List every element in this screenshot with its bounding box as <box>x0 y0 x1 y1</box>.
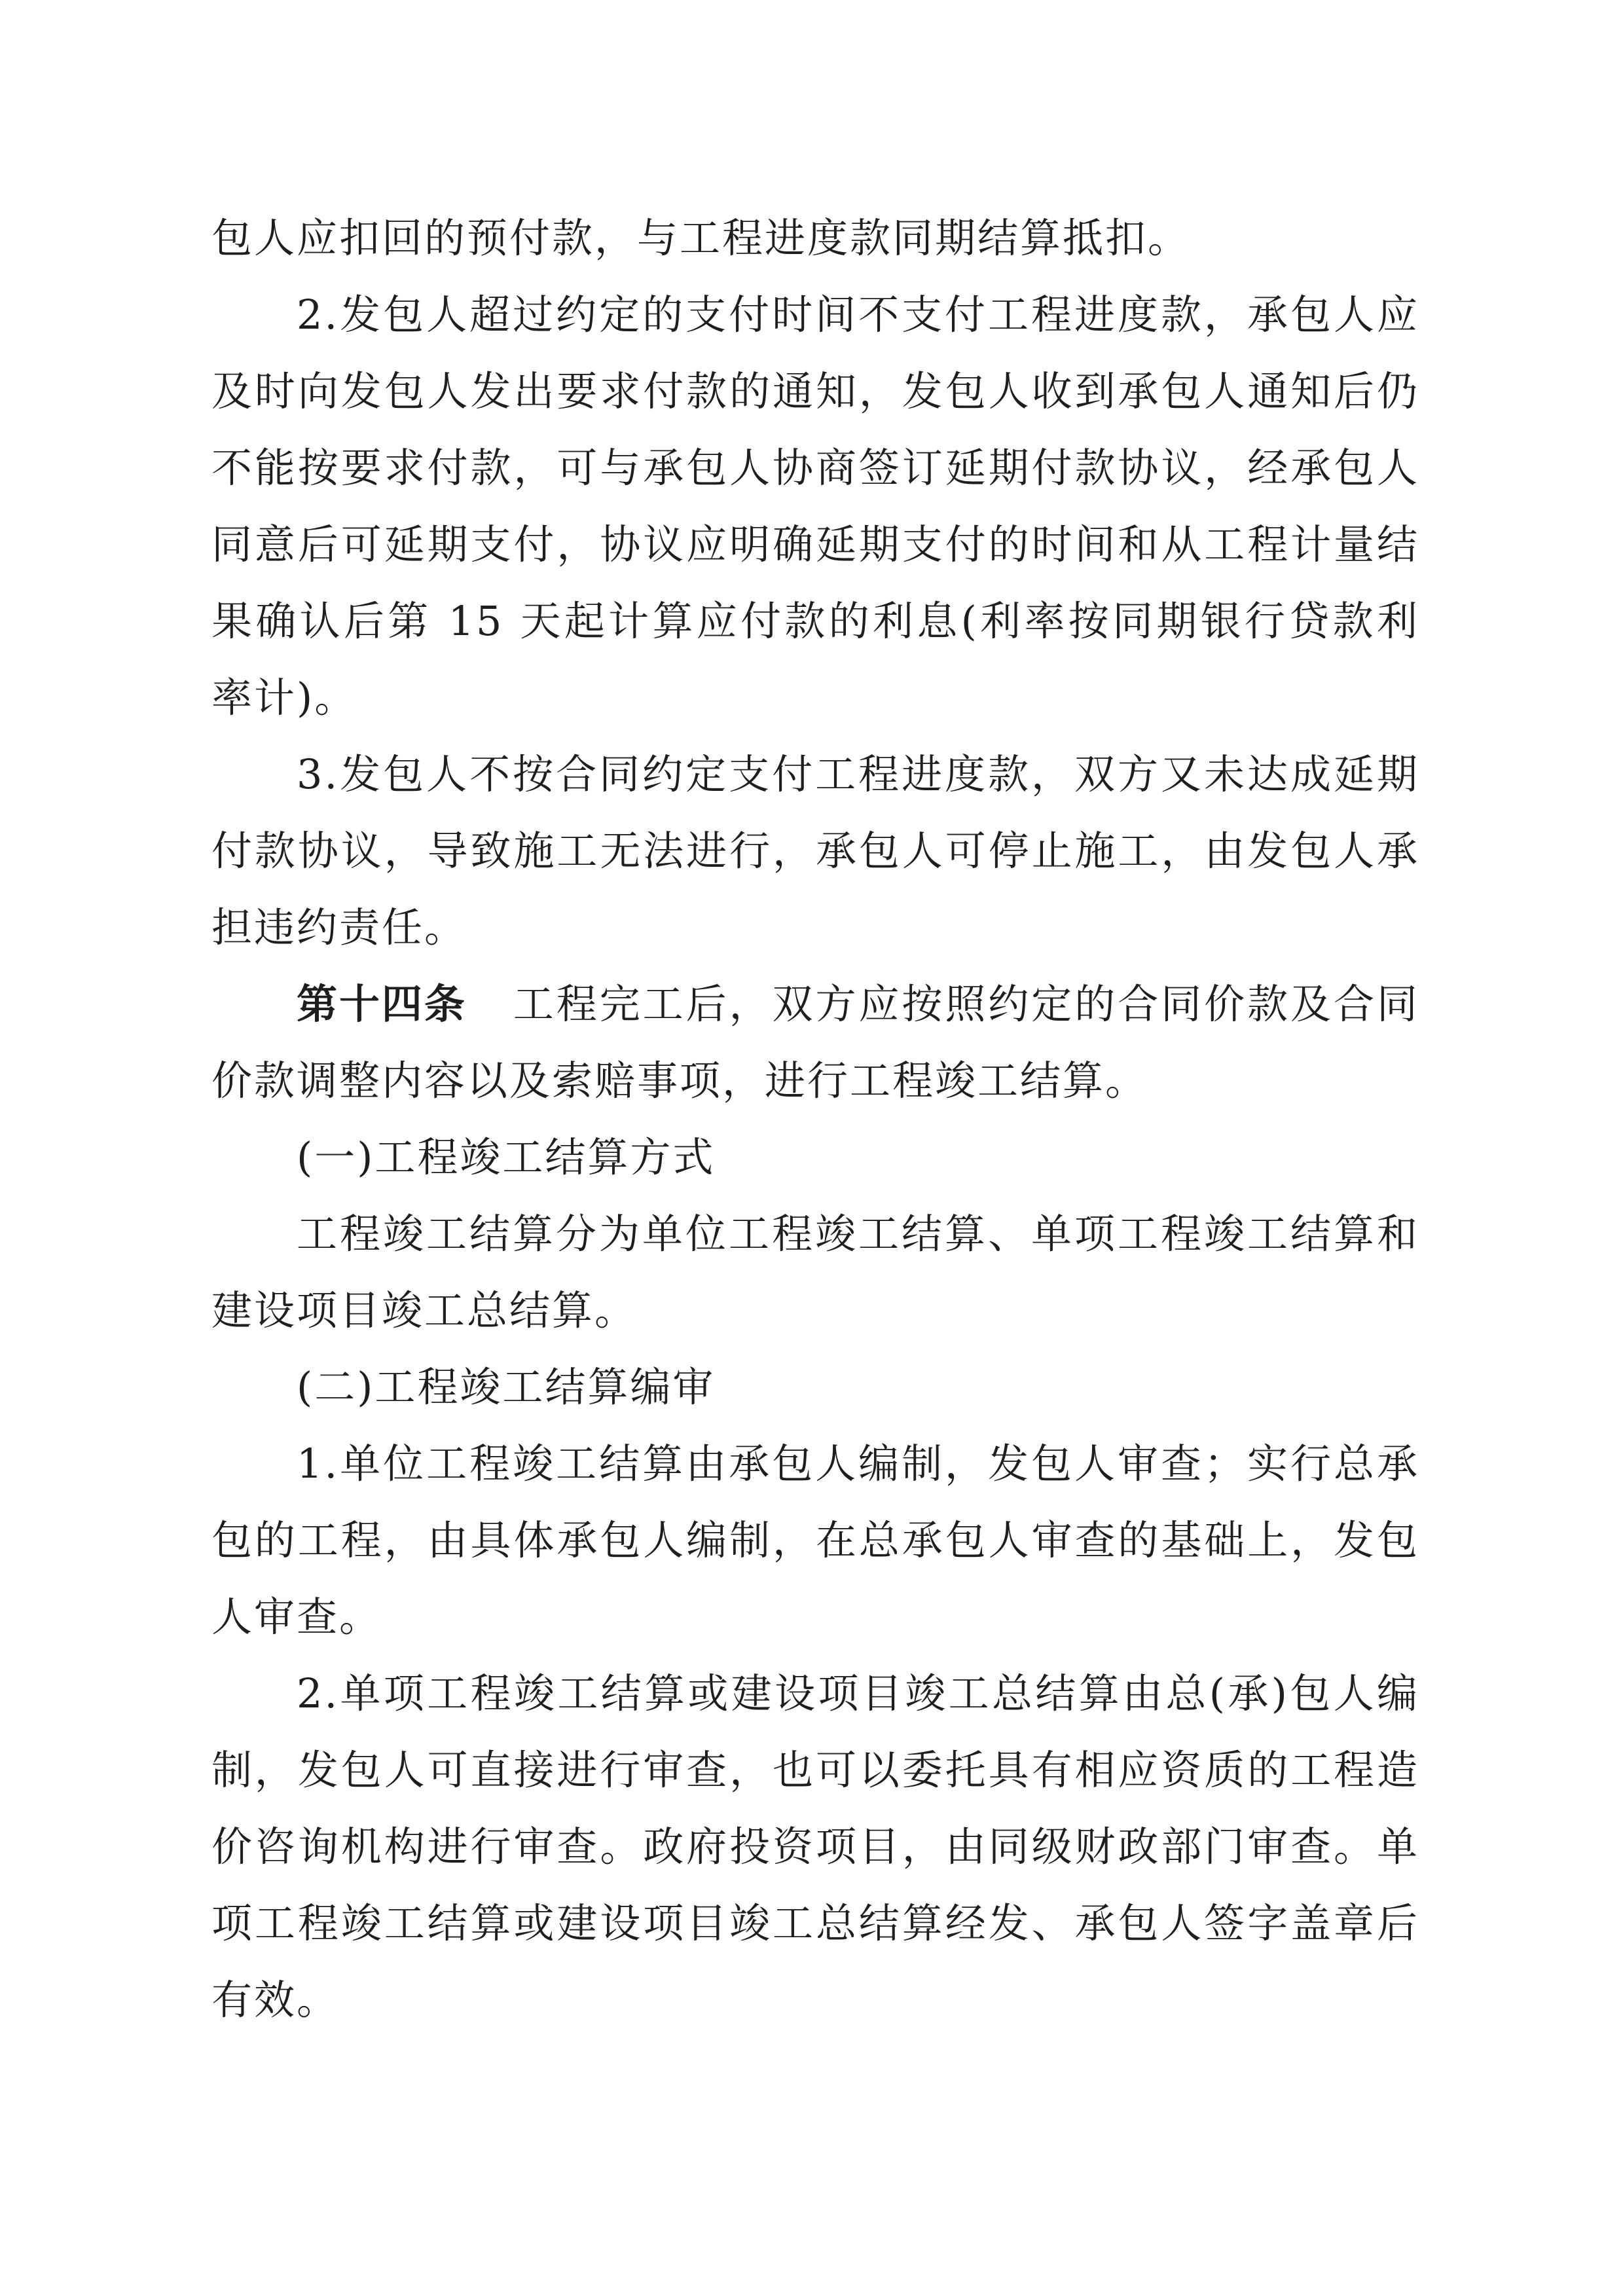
section-heading-2: (二)工程竣工结算编审 <box>297 1363 716 1411</box>
article-heading: 第十四条 <box>297 980 467 1028</box>
section-heading-1: (一)工程竣工结算方式 <box>297 1133 716 1181</box>
paragraph-settlement-types: 工程竣工结算分为单位工程竣工结算、单项工程竣工结算和建设项目竣工总结算。 <box>211 1210 1419 1334</box>
paragraph-review-item-1: 1.单位工程竣工结算由承包人编制，发包人审查；实行总承包的工程，由具体承包人编制，在总承包人审查的基础上，发包人审查。 <box>211 1440 1419 1641</box>
paragraph-continuation: 包人应扣回的预付款，与工程进度款同期结算抵扣。 <box>211 214 1191 262</box>
article-14-text: 工程完工后，双方应按照约定的合同价款及合同价款调整内容以及索赔事项，进行工程竣工结算。 <box>211 980 1419 1104</box>
document-body <box>211 200 1419 2038</box>
paragraph-article-14 <box>211 966 1419 1119</box>
paragraph-review-item-2: 2.单项工程竣工结算或建设项目竣工总结算由总(承)包人编制，发包人可直接进行审查，也可以委托具有相应资质的工程造价咨询机构进行审查。政府投资项目，由同级财政部门审查。单项工程竣工结算或建设项目竣工总结算经发、承包人签字盖章后有效。 <box>211 1669 1419 2024</box>
paragraph-item-2: 2.发包人超过约定的支付时间不支付工程进度款，承包人应及时向发包人发出要求付款的通知，发包人收到承包人通知后仍不能按要求付款，可与承包人协商签订延期付款协议，经承包人同意后可延期支付，协议应明确延期支付的时间和从工程计量结果确认后第 15 天起计算应付款的利息(利率按同期银行贷款利率计)。 <box>211 291 1419 721</box>
paragraph-item-3: 3.发包人不按合同约定支付工程进度款，双方又未达成延期付款协议，导致施工无法进行，承包人可停止施工，由发包人承担违约责任。 <box>211 750 1419 951</box>
